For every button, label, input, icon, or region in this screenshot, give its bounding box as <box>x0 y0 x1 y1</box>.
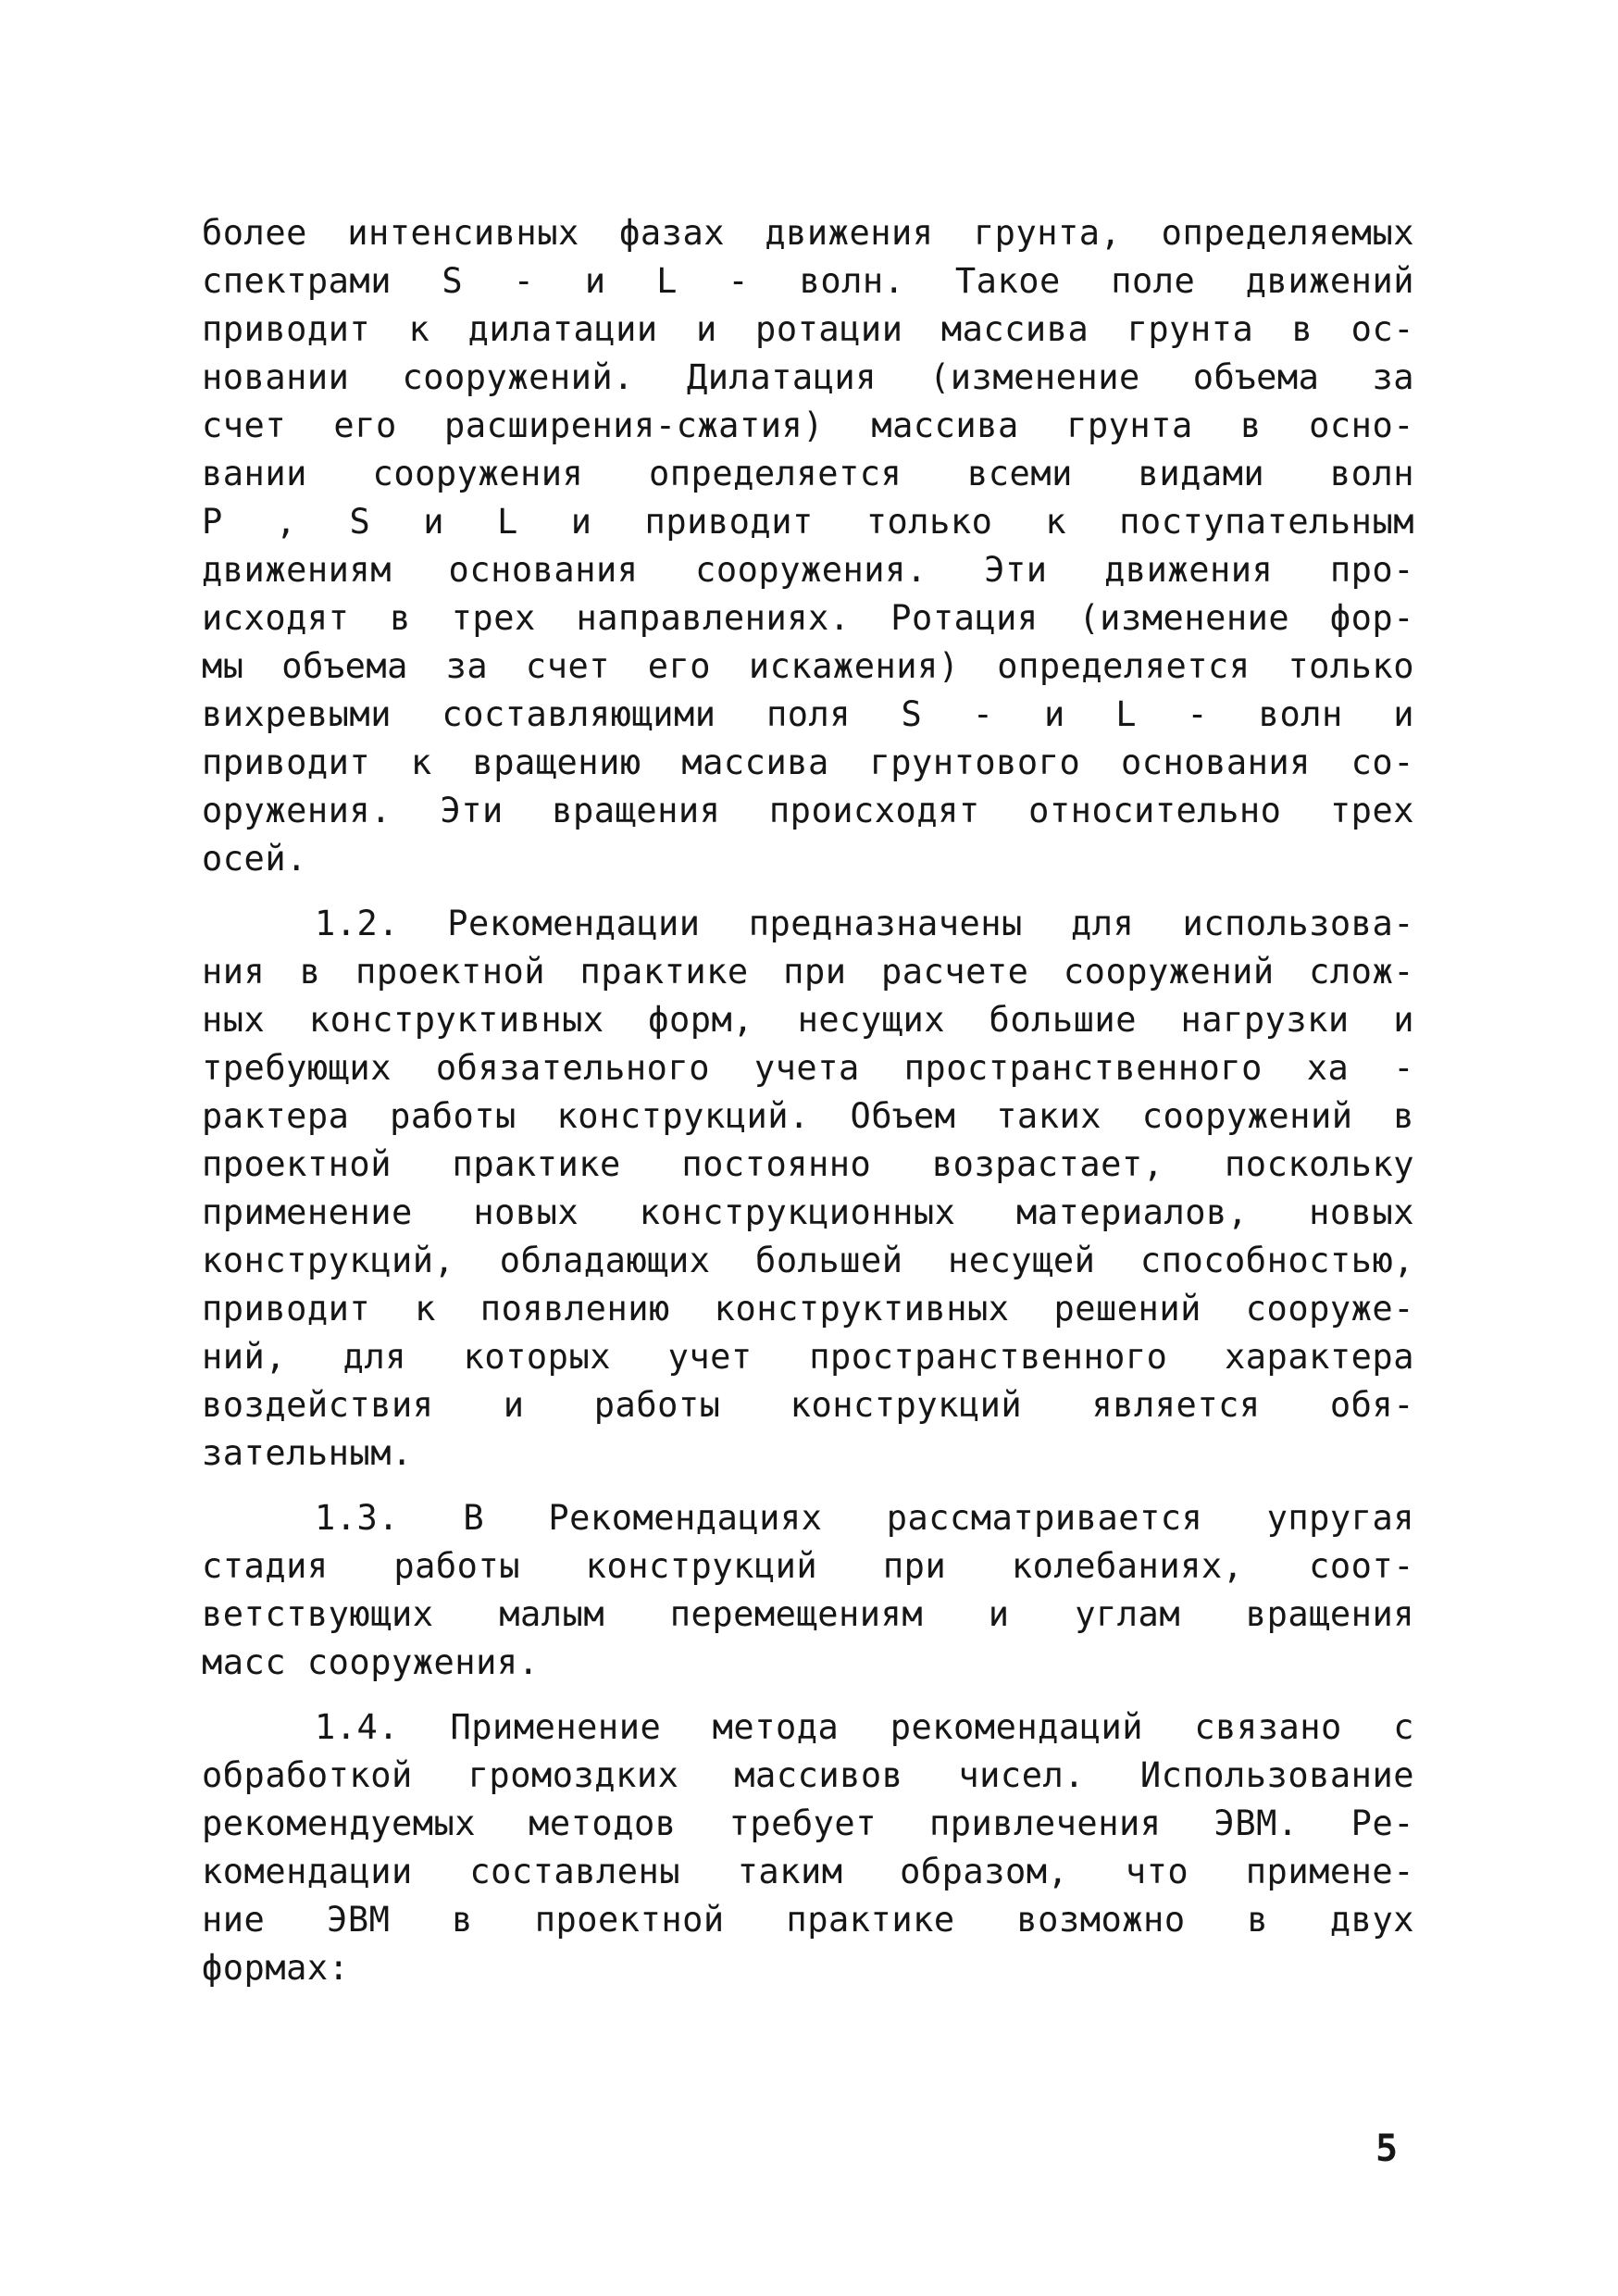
text-line: проектной практике постоянно возрастает, поскольку <box>202 1144 1414 1184</box>
text-line: исходят в трех направлениях. Ротация (изменение фор- <box>202 598 1414 638</box>
text-line: осей. <box>202 839 307 879</box>
text-line: стадия работы конструкций при колебаниях, соот- <box>202 1546 1414 1586</box>
text-line: приводит к вращению массива грунтового основания со- <box>202 742 1414 782</box>
paragraph-1-4-first-line: 1.4. Применение метода рекомендаций связано с <box>315 1707 1414 1747</box>
text-line: движениям основания сооружения. Эти движения про- <box>202 550 1414 590</box>
text-line: применение новых конструкционных материалов, новых <box>202 1192 1414 1232</box>
paragraph-1-2-first-line: 1.2. Рекомендации предназначены для использова- <box>315 904 1414 943</box>
text-line: более интенсивных фазах движения грунта, определяемых <box>202 213 1414 253</box>
text-line: ние ЭВМ в проектной практике возможно в двух <box>202 1900 1414 1940</box>
text-line: спектрами S - и L - волн. Такое поле движений <box>202 261 1414 301</box>
text-line: зательным. <box>202 1433 413 1473</box>
text-line: рактера работы конструкций. Объем таких сооружений в <box>202 1096 1414 1136</box>
text-line: ветствующих малым перемещениям и углам вращения <box>202 1594 1414 1634</box>
text-line: приводит к дилатации и ротации массива грунта в ос- <box>202 309 1414 349</box>
text-line: требующих обязательного учета пространственного ха - <box>202 1048 1414 1088</box>
text-line: вании сооружения определяется всеми видами волн <box>202 454 1414 493</box>
text-line: новании сооружений. Дилатация (изменение объема за <box>202 357 1414 397</box>
text-line: обработкой громоздких массивов чисел. Использование <box>202 1755 1414 1795</box>
text-line: конструкций, обладающих большей несущей способностью, <box>202 1241 1414 1280</box>
text-line: рекомендуемых методов требует привлечения ЭВМ. Ре- <box>202 1803 1414 1843</box>
text-line: масс сооружения. <box>202 1642 540 1682</box>
text-line: ния в проектной практике при расчете сооружений слож- <box>202 952 1414 992</box>
text-line: приводит к появлению конструктивных решений сооруже- <box>202 1289 1414 1329</box>
text-line: вихревыми составляющими поля S - и L - волн и <box>202 694 1414 734</box>
paragraph-1-3-first-line: 1.3. В Рекомендациях рассматривается упругая <box>315 1498 1414 1538</box>
text-line: P , S и L и приводит только к поступательным <box>202 502 1414 542</box>
text-line: формах: <box>202 1948 350 1988</box>
text-line: мы объема за счет его искажения) определяется только <box>202 646 1414 686</box>
page-number: 5 <box>1375 2128 1399 2170</box>
text-line: ний, для которых учет пространственного характера <box>202 1337 1414 1377</box>
text-line: счет его расширения-сжатия) массива грунта в осно- <box>202 406 1414 445</box>
text-line: оружения. Эти вращения происходят относительно трех <box>202 791 1414 830</box>
text-line: воздействия и работы конструкций является обя- <box>202 1385 1414 1425</box>
text-line: комендации составлены таким образом, что примене- <box>202 1852 1414 1891</box>
text-line: ных конструктивных форм, несущих большие нагрузки и <box>202 1000 1414 1040</box>
